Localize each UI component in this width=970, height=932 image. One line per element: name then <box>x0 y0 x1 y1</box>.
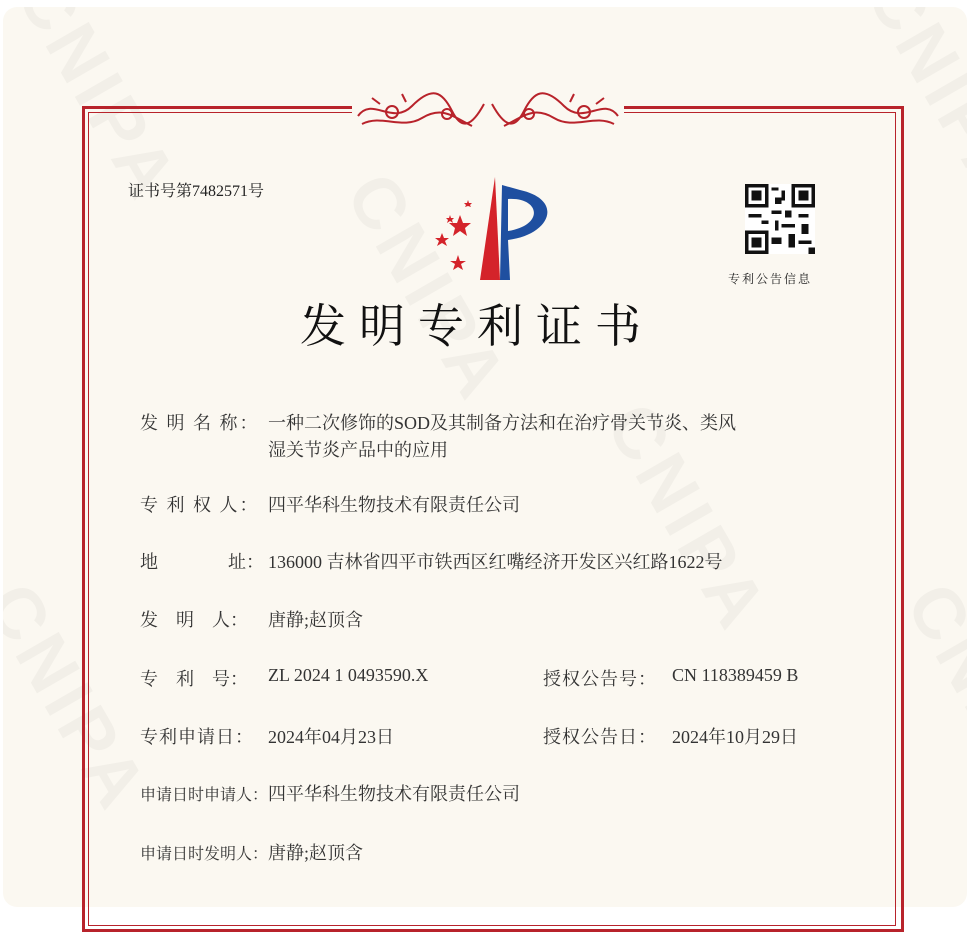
address-label: 地 <box>140 552 158 572</box>
certificate-number: 证书号第7482571号 <box>128 183 265 200</box>
qr-label: 专利公告信息 <box>728 272 813 286</box>
page-title: 发明专利证书 <box>300 299 654 353</box>
invention-name-label: 发 明 名 称： <box>140 413 260 433</box>
inventor-label: 发 明 人： <box>140 610 248 630</box>
qr-code[interactable] <box>745 184 815 254</box>
patent-number-value: ZL 2024 1 0493590.X <box>268 665 429 685</box>
applicant-at-filing-value: 四平华科生物技术有限责任公司 <box>268 784 520 804</box>
dragon-ornament <box>352 86 624 134</box>
address-label-suffix: 址： <box>228 552 264 572</box>
patentee-label: 专 利 权 人： <box>140 495 260 515</box>
grant-pub-date-label: 授权公告日： <box>543 727 657 747</box>
applicant-at-filing-label: 申请日时申请人： <box>140 787 269 804</box>
grant-pub-date-value: 2024年10月29日 <box>672 727 798 747</box>
patentee-value: 四平华科生物技术有限责任公司 <box>268 495 520 515</box>
inventor-at-filing-value: 唐静;赵顶含 <box>268 843 364 863</box>
grant-pub-number-label: 授权公告号： <box>543 669 657 689</box>
filing-date-value: 2024年04月23日 <box>268 727 394 747</box>
patent-number-label: 专 利 号： <box>140 669 248 689</box>
inventor-value: 唐静;赵顶含 <box>268 610 364 630</box>
filing-date-label: 专利申请日： <box>140 727 254 747</box>
address-value: 136000 吉林省四平市铁西区红嘴经济开发区兴红路1622号 <box>268 552 723 572</box>
invention-name-value: 一种二次修饰的SOD及其制备方法和在治疗骨关节炎、类风 <box>268 413 737 433</box>
invention-name-value-cont: 湿关节炎产品中的应用 <box>268 440 448 460</box>
cnipa-logo <box>420 175 570 285</box>
grant-pub-number-value: CN 118389459 B <box>672 665 799 685</box>
inventor-at-filing-label: 申请日时发明人： <box>140 846 269 863</box>
